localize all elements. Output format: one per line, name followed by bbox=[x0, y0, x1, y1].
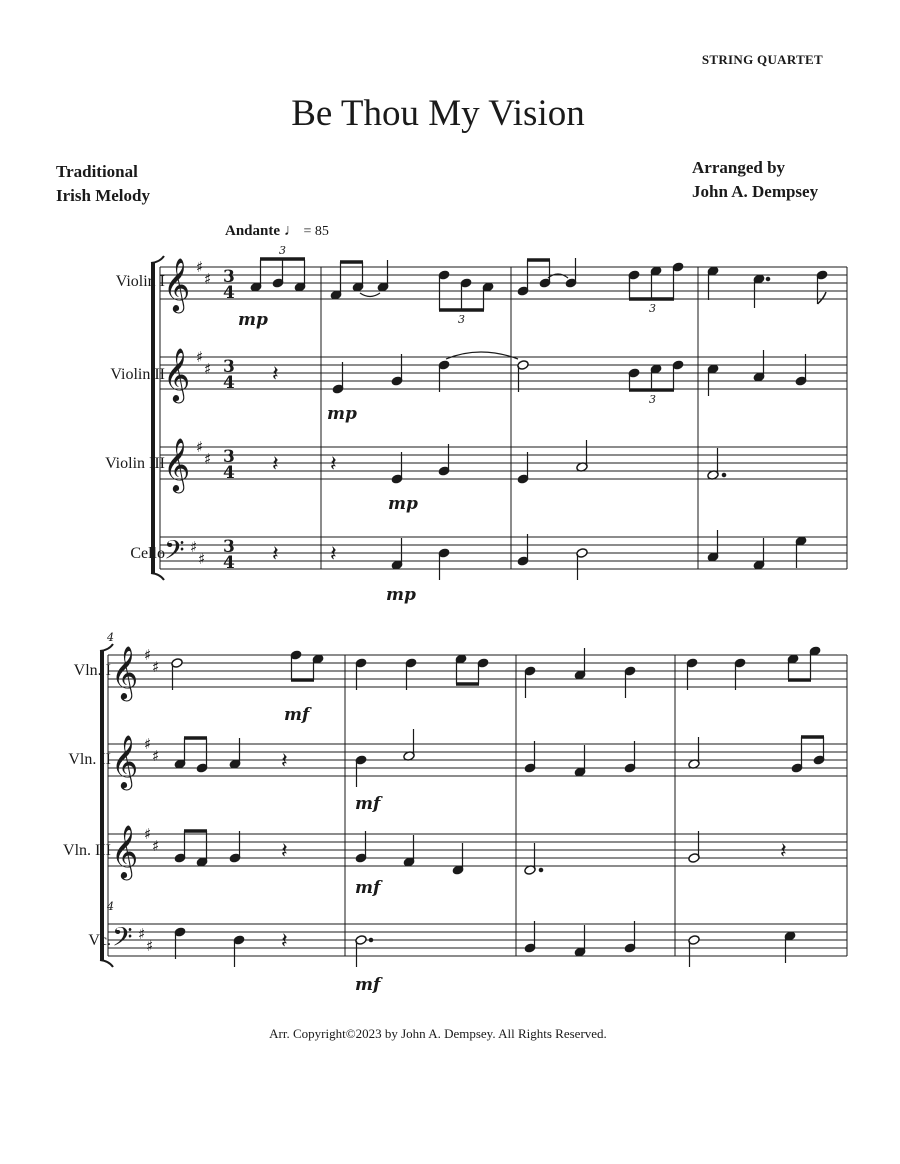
bracket-hook-bottom bbox=[151, 573, 164, 580]
notes-system-2 bbox=[171, 646, 825, 967]
svg-text:3: 3 bbox=[223, 447, 235, 467]
system-2 bbox=[100, 644, 847, 967]
instrument-label: Vln. III bbox=[63, 842, 111, 859]
time-signatures bbox=[223, 267, 235, 573]
measure-number: 4 bbox=[107, 900, 114, 913]
triplet-marks-system-1 bbox=[279, 244, 656, 406]
svg-text:♯: ♯ bbox=[152, 837, 160, 855]
svg-text:4: 4 bbox=[223, 553, 235, 573]
instrument-label: Violin I bbox=[115, 273, 165, 290]
barlines bbox=[321, 267, 847, 569]
tempo-bpm: = 85 bbox=[303, 224, 329, 239]
svg-text:𝄽: 𝄽 bbox=[330, 452, 337, 477]
treble-clef-icon: 𝄞 bbox=[111, 645, 139, 699]
dynamic-marking: mf bbox=[355, 794, 381, 814]
svg-text:♯: ♯ bbox=[204, 270, 212, 288]
svg-text:♯: ♯ bbox=[144, 825, 152, 843]
treble-clef-icon: 𝄞 bbox=[163, 257, 191, 311]
triplet-number: 3 bbox=[649, 302, 656, 315]
staff-violin-1 bbox=[160, 267, 847, 299]
svg-text:♯: ♯ bbox=[196, 438, 204, 456]
key-signatures bbox=[190, 258, 211, 568]
key-signatures bbox=[138, 646, 159, 955]
svg-text:𝄽: 𝄽 bbox=[780, 839, 787, 864]
svg-text:𝄽: 𝄽 bbox=[272, 452, 279, 477]
staff-cello bbox=[108, 924, 847, 956]
instrument-label: Violin II bbox=[110, 366, 165, 383]
tempo-word: Andante bbox=[225, 223, 281, 239]
treble-clef-icon: 𝄞 bbox=[111, 734, 139, 788]
quarter-note-icon: ♩ bbox=[283, 222, 300, 239]
dynamic-marking: mf bbox=[284, 705, 310, 725]
composer-line-2: Irish Melody bbox=[56, 186, 150, 205]
svg-text:♯: ♯ bbox=[190, 538, 198, 556]
dynamic-marking: mf bbox=[355, 878, 381, 898]
dynamic-marking: mf bbox=[355, 975, 381, 995]
clefs-system-2 bbox=[111, 645, 138, 959]
svg-text:♯: ♯ bbox=[144, 646, 152, 664]
svg-text:♯: ♯ bbox=[204, 450, 212, 468]
treble-clef-icon: 𝄞 bbox=[163, 437, 191, 491]
svg-text:𝄽: 𝄽 bbox=[272, 362, 279, 387]
svg-text:4: 4 bbox=[223, 373, 235, 393]
treble-clef-icon: 𝄞 bbox=[111, 824, 139, 878]
instrument-label: Cello bbox=[130, 545, 165, 562]
clefs-system-1 bbox=[163, 257, 190, 572]
barlines bbox=[345, 655, 847, 956]
staff-violin-2 bbox=[108, 744, 847, 776]
bracket-hook-bottom bbox=[100, 960, 113, 967]
staff-violin-3 bbox=[160, 447, 847, 479]
measure-number: 4 bbox=[107, 631, 114, 644]
ensemble-label: STRING QUARTET bbox=[701, 52, 823, 67]
instrument-label: Vc. bbox=[88, 932, 111, 949]
svg-text:𝄽: 𝄽 bbox=[281, 749, 288, 774]
bass-clef-icon: 𝄢 bbox=[164, 534, 185, 572]
svg-text:4: 4 bbox=[223, 463, 235, 483]
svg-text:♯: ♯ bbox=[196, 348, 204, 366]
svg-text:♯: ♯ bbox=[152, 747, 160, 765]
staff-cello bbox=[160, 537, 847, 569]
instrument-label: Vln. I bbox=[73, 662, 111, 679]
instrument-label: Vln. II bbox=[68, 751, 111, 768]
triplet-number: 3 bbox=[458, 313, 465, 326]
svg-text:♯: ♯ bbox=[152, 658, 160, 676]
svg-text:♯: ♯ bbox=[146, 937, 154, 955]
svg-text:3: 3 bbox=[223, 357, 235, 377]
bass-clef-icon: 𝄢 bbox=[112, 921, 133, 959]
svg-text:♯: ♯ bbox=[196, 258, 204, 276]
svg-text:3: 3 bbox=[223, 267, 235, 287]
svg-text:♯: ♯ bbox=[138, 925, 146, 943]
copyright-footer: Arr. Copyright©2023 by John A. Dempsey. All Rights Reserved. bbox=[269, 1026, 607, 1041]
svg-text:𝄽: 𝄽 bbox=[272, 542, 279, 567]
arranger-line-1: Arranged by bbox=[692, 158, 786, 177]
svg-text:𝄽: 𝄽 bbox=[281, 929, 288, 954]
svg-text:4: 4 bbox=[223, 283, 235, 303]
instrument-label: Violin III bbox=[105, 455, 165, 472]
dynamic-marking: mp bbox=[388, 494, 418, 514]
arranger-line-2: John A. Dempsey bbox=[692, 182, 819, 201]
svg-text:3: 3 bbox=[223, 537, 235, 557]
svg-text:♯: ♯ bbox=[198, 550, 206, 568]
triplet-number: 3 bbox=[279, 244, 286, 257]
page-title: Be Thou My Vision bbox=[291, 93, 585, 134]
staff-violin-3 bbox=[108, 834, 847, 866]
svg-text:𝄽: 𝄽 bbox=[281, 839, 288, 864]
dynamic-marking: mp bbox=[238, 310, 268, 330]
svg-text:𝄽: 𝄽 bbox=[330, 542, 337, 567]
dynamic-marking: mp bbox=[327, 404, 357, 424]
svg-text:♯: ♯ bbox=[204, 360, 212, 378]
treble-clef-icon: 𝄞 bbox=[163, 347, 191, 401]
composer-line-1: Traditional bbox=[56, 162, 138, 181]
triplet-number: 3 bbox=[649, 393, 656, 406]
staff-violin-1 bbox=[108, 655, 847, 687]
system-1 bbox=[151, 256, 847, 580]
dynamic-marking: mp bbox=[386, 585, 416, 605]
svg-text:♯: ♯ bbox=[144, 735, 152, 753]
staff-violin-2 bbox=[160, 357, 847, 389]
